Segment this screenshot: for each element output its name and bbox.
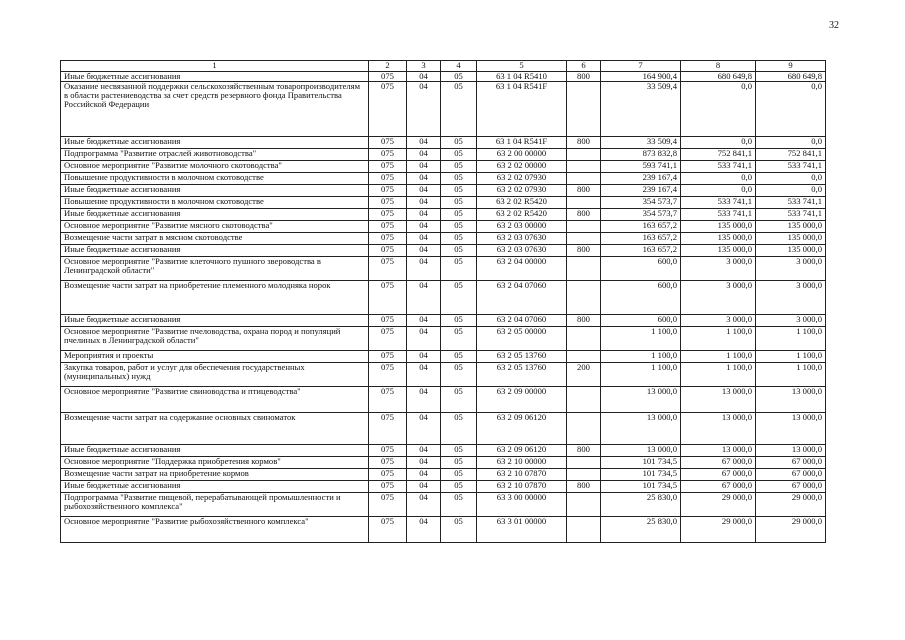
amount-col7-cell: 13 000,0 bbox=[601, 445, 681, 457]
code-section-cell: 04 bbox=[407, 161, 441, 173]
code-subsection-cell: 05 bbox=[441, 315, 477, 327]
code-expense-type-cell bbox=[567, 173, 601, 185]
code-target-cell: 63 3 01 00000 bbox=[477, 517, 567, 543]
amount-col8-cell: 13 000,0 bbox=[681, 445, 756, 457]
table-row bbox=[61, 185, 826, 197]
code-section-cell: 04 bbox=[407, 457, 441, 469]
code-subsection-cell: 05 bbox=[441, 413, 477, 445]
row-name-cell: Иные бюджетные ассигнования bbox=[61, 245, 369, 257]
code-admin-cell: 075 bbox=[369, 245, 407, 257]
amount-col9-cell: 135 000,0 bbox=[756, 245, 826, 257]
amount-col9-cell: 67 000,0 bbox=[756, 469, 826, 481]
code-admin-cell: 075 bbox=[369, 445, 407, 457]
code-expense-type-cell bbox=[567, 517, 601, 543]
code-subsection-cell: 05 bbox=[441, 517, 477, 543]
table-row bbox=[61, 221, 826, 233]
table-row bbox=[61, 233, 826, 245]
code-section-cell: 04 bbox=[407, 363, 441, 387]
amount-col7-cell: 101 734,5 bbox=[601, 481, 681, 493]
code-expense-type-cell bbox=[567, 161, 601, 173]
code-target-cell: 63 2 05 13760 bbox=[477, 363, 567, 387]
code-subsection-cell: 05 bbox=[441, 137, 477, 149]
code-expense-type-cell: 800 bbox=[567, 185, 601, 197]
row-name-cell: Мероприятия и проекты bbox=[61, 351, 369, 363]
amount-col7-cell: 239 167,4 bbox=[601, 185, 681, 197]
amount-col9-cell: 1 100,0 bbox=[756, 327, 826, 351]
row-name-cell: Основное мероприятие "Развитие пчеловодства, охрана пород и популяций пчелиных в Ленинградской области" bbox=[61, 327, 369, 351]
code-section-cell: 04 bbox=[407, 197, 441, 209]
amount-col9-cell: 0,0 bbox=[756, 82, 826, 137]
row-name-cell: Подпрограмма "Развитие отраслей животноводства" bbox=[61, 149, 369, 161]
header-cell: 1 bbox=[61, 61, 369, 72]
table-row bbox=[61, 457, 826, 469]
code-subsection-cell: 05 bbox=[441, 493, 477, 517]
code-section-cell: 04 bbox=[407, 149, 441, 161]
code-section-cell: 04 bbox=[407, 137, 441, 149]
header-cell: 6 bbox=[567, 61, 601, 72]
row-name-cell: Иные бюджетные ассигнования bbox=[61, 445, 369, 457]
header-cell: 3 bbox=[407, 61, 441, 72]
table-row bbox=[61, 363, 826, 387]
amount-col7-cell: 25 830,0 bbox=[601, 493, 681, 517]
header-cell: 8 bbox=[681, 61, 756, 72]
code-section-cell: 04 bbox=[407, 221, 441, 233]
row-name-cell: Иные бюджетные ассигнования bbox=[61, 72, 369, 82]
code-expense-type-cell: 800 bbox=[567, 137, 601, 149]
code-expense-type-cell bbox=[567, 197, 601, 209]
code-subsection-cell: 05 bbox=[441, 469, 477, 481]
code-expense-type-cell bbox=[567, 233, 601, 245]
code-section-cell: 04 bbox=[407, 493, 441, 517]
row-name-cell: Возмещение части затрат на содержание основных свиноматок bbox=[61, 413, 369, 445]
code-target-cell: 63 2 02 R5420 bbox=[477, 197, 567, 209]
amount-col7-cell: 163 657,2 bbox=[601, 245, 681, 257]
amount-col7-cell: 25 830,0 bbox=[601, 517, 681, 543]
amount-col9-cell: 533 741,1 bbox=[756, 209, 826, 221]
amount-col7-cell: 164 900,4 bbox=[601, 72, 681, 82]
amount-col7-cell: 13 000,0 bbox=[601, 413, 681, 445]
amount-col8-cell: 13 000,0 bbox=[681, 387, 756, 413]
amount-col7-cell: 33 509,4 bbox=[601, 82, 681, 137]
code-target-cell: 63 3 00 00000 bbox=[477, 493, 567, 517]
table-row bbox=[61, 137, 826, 149]
code-subsection-cell: 05 bbox=[441, 481, 477, 493]
code-admin-cell: 075 bbox=[369, 387, 407, 413]
amount-col7-cell: 13 000,0 bbox=[601, 387, 681, 413]
code-admin-cell: 075 bbox=[369, 493, 407, 517]
amount-col8-cell: 680 649,8 bbox=[681, 72, 756, 82]
amount-col7-cell: 600,0 bbox=[601, 257, 681, 281]
code-expense-type-cell bbox=[567, 457, 601, 469]
code-target-cell: 63 2 04 07060 bbox=[477, 315, 567, 327]
code-target-cell: 63 2 03 00000 bbox=[477, 221, 567, 233]
code-subsection-cell: 05 bbox=[441, 233, 477, 245]
row-name-cell: Основное мероприятие "Поддержка приобретения кормов" bbox=[61, 457, 369, 469]
code-subsection-cell: 05 bbox=[441, 173, 477, 185]
amount-col7-cell: 101 734,5 bbox=[601, 469, 681, 481]
code-subsection-cell: 05 bbox=[441, 281, 477, 315]
amount-col8-cell: 0,0 bbox=[681, 82, 756, 137]
row-name-cell: Основное мероприятие "Развитие свиноводства и птицеводства" bbox=[61, 387, 369, 413]
code-section-cell: 04 bbox=[407, 209, 441, 221]
amount-col7-cell: 354 573,7 bbox=[601, 197, 681, 209]
table-row bbox=[61, 445, 826, 457]
amount-col9-cell: 135 000,0 bbox=[756, 233, 826, 245]
code-subsection-cell: 05 bbox=[441, 161, 477, 173]
code-expense-type-cell bbox=[567, 413, 601, 445]
table-row bbox=[61, 387, 826, 413]
amount-col9-cell: 1 100,0 bbox=[756, 351, 826, 363]
code-section-cell: 04 bbox=[407, 387, 441, 413]
code-expense-type-cell: 800 bbox=[567, 72, 601, 82]
code-expense-type-cell bbox=[567, 281, 601, 315]
amount-col9-cell: 3 000,0 bbox=[756, 315, 826, 327]
code-expense-type-cell: 800 bbox=[567, 209, 601, 221]
code-subsection-cell: 05 bbox=[441, 327, 477, 351]
page-number: 32 bbox=[829, 20, 839, 31]
header-cell: 5 bbox=[477, 61, 567, 72]
code-subsection-cell: 05 bbox=[441, 245, 477, 257]
code-expense-type-cell bbox=[567, 493, 601, 517]
code-admin-cell: 075 bbox=[369, 72, 407, 82]
amount-col8-cell: 135 000,0 bbox=[681, 221, 756, 233]
amount-col8-cell: 1 100,0 bbox=[681, 351, 756, 363]
code-admin-cell: 075 bbox=[369, 327, 407, 351]
code-section-cell: 04 bbox=[407, 257, 441, 281]
code-subsection-cell: 05 bbox=[441, 197, 477, 209]
code-target-cell: 63 2 05 13760 bbox=[477, 351, 567, 363]
code-target-cell: 63 2 03 07630 bbox=[477, 233, 567, 245]
amount-col8-cell: 1 100,0 bbox=[681, 363, 756, 387]
row-name-cell: Основное мероприятие "Развитие рыбохозяйственного комплекса" bbox=[61, 517, 369, 543]
amount-col7-cell: 600,0 bbox=[601, 281, 681, 315]
code-admin-cell: 075 bbox=[369, 137, 407, 149]
code-section-cell: 04 bbox=[407, 481, 441, 493]
row-name-cell: Возмещение части затрат на приобретение кормов bbox=[61, 469, 369, 481]
amount-col9-cell: 135 000,0 bbox=[756, 221, 826, 233]
table-row bbox=[61, 281, 826, 315]
code-admin-cell: 075 bbox=[369, 161, 407, 173]
amount-col9-cell: 67 000,0 bbox=[756, 457, 826, 469]
amount-col7-cell: 163 657,2 bbox=[601, 233, 681, 245]
code-target-cell: 63 2 10 07870 bbox=[477, 469, 567, 481]
code-admin-cell: 075 bbox=[369, 457, 407, 469]
amount-col8-cell: 3 000,0 bbox=[681, 257, 756, 281]
code-target-cell: 63 1 04 R541F bbox=[477, 82, 567, 137]
code-expense-type-cell bbox=[567, 351, 601, 363]
row-name-cell: Возмещение части затрат в мясном скотоводстве bbox=[61, 233, 369, 245]
amount-col8-cell: 3 000,0 bbox=[681, 281, 756, 315]
amount-col9-cell: 13 000,0 bbox=[756, 387, 826, 413]
row-name-cell: Подпрограмма "Развитие пищевой, перерабатывающей промышленности и рыбохозяйственного комплекса" bbox=[61, 493, 369, 517]
code-admin-cell: 075 bbox=[369, 221, 407, 233]
amount-col9-cell: 752 841,1 bbox=[756, 149, 826, 161]
amount-col8-cell: 135 000,0 bbox=[681, 245, 756, 257]
code-section-cell: 04 bbox=[407, 281, 441, 315]
code-section-cell: 04 bbox=[407, 72, 441, 82]
table-row bbox=[61, 149, 826, 161]
code-admin-cell: 075 bbox=[369, 517, 407, 543]
code-subsection-cell: 05 bbox=[441, 82, 477, 137]
table-row bbox=[61, 469, 826, 481]
amount-col9-cell: 13 000,0 bbox=[756, 413, 826, 445]
code-target-cell: 63 2 02 R5420 bbox=[477, 209, 567, 221]
code-section-cell: 04 bbox=[407, 469, 441, 481]
code-section-cell: 04 bbox=[407, 82, 441, 137]
row-name-cell: Закупка товаров, работ и услуг для обеспечения государственных (муниципальных) нужд bbox=[61, 363, 369, 387]
amount-col7-cell: 33 509,4 bbox=[601, 137, 681, 149]
code-target-cell: 63 2 02 07930 bbox=[477, 173, 567, 185]
table-row bbox=[61, 173, 826, 185]
code-subsection-cell: 05 bbox=[441, 457, 477, 469]
code-expense-type-cell bbox=[567, 257, 601, 281]
code-admin-cell: 075 bbox=[369, 351, 407, 363]
row-name-cell: Возмещение части затрат на приобретение племенного молодняка норок bbox=[61, 281, 369, 315]
amount-col7-cell: 239 167,4 bbox=[601, 173, 681, 185]
code-target-cell: 63 2 02 00000 bbox=[477, 161, 567, 173]
header-row bbox=[61, 61, 826, 72]
code-section-cell: 04 bbox=[407, 351, 441, 363]
code-section-cell: 04 bbox=[407, 413, 441, 445]
code-expense-type-cell bbox=[567, 469, 601, 481]
table-row bbox=[61, 209, 826, 221]
amount-col8-cell: 67 000,0 bbox=[681, 481, 756, 493]
code-subsection-cell: 05 bbox=[441, 387, 477, 413]
table-row bbox=[61, 517, 826, 543]
code-admin-cell: 075 bbox=[369, 363, 407, 387]
code-expense-type-cell bbox=[567, 82, 601, 137]
code-target-cell: 63 2 03 07630 bbox=[477, 245, 567, 257]
budget-table bbox=[60, 60, 826, 543]
amount-col7-cell: 354 573,7 bbox=[601, 209, 681, 221]
code-subsection-cell: 05 bbox=[441, 445, 477, 457]
amount-col9-cell: 0,0 bbox=[756, 185, 826, 197]
amount-col8-cell: 13 000,0 bbox=[681, 413, 756, 445]
code-target-cell: 63 2 10 00000 bbox=[477, 457, 567, 469]
code-target-cell: 63 2 09 06120 bbox=[477, 413, 567, 445]
code-target-cell: 63 2 09 06120 bbox=[477, 445, 567, 457]
code-expense-type-cell: 800 bbox=[567, 445, 601, 457]
amount-col9-cell: 533 741,1 bbox=[756, 161, 826, 173]
row-name-cell: Основное мероприятие "Развитие молочного скотоводства" bbox=[61, 161, 369, 173]
code-target-cell: 63 2 05 00000 bbox=[477, 327, 567, 351]
code-section-cell: 04 bbox=[407, 185, 441, 197]
amount-col8-cell: 0,0 bbox=[681, 185, 756, 197]
header-cell: 4 bbox=[441, 61, 477, 72]
amount-col7-cell: 593 741,1 bbox=[601, 161, 681, 173]
amount-col8-cell: 752 841,1 bbox=[681, 149, 756, 161]
table-row bbox=[61, 351, 826, 363]
table-row bbox=[61, 82, 826, 137]
table-row bbox=[61, 72, 826, 82]
table-row bbox=[61, 245, 826, 257]
amount-col9-cell: 533 741,1 bbox=[756, 197, 826, 209]
code-expense-type-cell: 200 bbox=[567, 363, 601, 387]
code-admin-cell: 075 bbox=[369, 82, 407, 137]
code-section-cell: 04 bbox=[407, 173, 441, 185]
code-target-cell: 63 1 04 R5410 bbox=[477, 72, 567, 82]
row-name-cell: Иные бюджетные ассигнования bbox=[61, 209, 369, 221]
code-section-cell: 04 bbox=[407, 327, 441, 351]
code-section-cell: 04 bbox=[407, 245, 441, 257]
header-cell: 2 bbox=[369, 61, 407, 72]
code-target-cell: 63 2 04 00000 bbox=[477, 257, 567, 281]
code-admin-cell: 075 bbox=[369, 257, 407, 281]
code-target-cell: 63 2 04 07060 bbox=[477, 281, 567, 315]
code-target-cell: 63 1 04 R541F bbox=[477, 137, 567, 149]
amount-col7-cell: 1 100,0 bbox=[601, 351, 681, 363]
amount-col9-cell: 1 100,0 bbox=[756, 363, 826, 387]
code-admin-cell: 075 bbox=[369, 185, 407, 197]
code-admin-cell: 075 bbox=[369, 315, 407, 327]
amount-col9-cell: 680 649,8 bbox=[756, 72, 826, 82]
code-admin-cell: 075 bbox=[369, 413, 407, 445]
amount-col8-cell: 67 000,0 bbox=[681, 469, 756, 481]
code-expense-type-cell: 800 bbox=[567, 315, 601, 327]
code-expense-type-cell: 800 bbox=[567, 245, 601, 257]
table-row bbox=[61, 327, 826, 351]
table-row bbox=[61, 197, 826, 209]
table-row bbox=[61, 413, 826, 445]
code-admin-cell: 075 bbox=[369, 481, 407, 493]
code-subsection-cell: 05 bbox=[441, 72, 477, 82]
code-admin-cell: 075 bbox=[369, 209, 407, 221]
row-name-cell: Иные бюджетные ассигнования bbox=[61, 137, 369, 149]
amount-col7-cell: 873 832,8 bbox=[601, 149, 681, 161]
amount-col8-cell: 0,0 bbox=[681, 137, 756, 149]
table-row bbox=[61, 481, 826, 493]
amount-col8-cell: 533 741,1 bbox=[681, 209, 756, 221]
code-subsection-cell: 05 bbox=[441, 363, 477, 387]
amount-col8-cell: 29 000,0 bbox=[681, 493, 756, 517]
row-name-cell: Оказание несвязанной поддержки сельскохозяйственным товаропроизводителям в области растениеводства за счет средств резервного фонда Правительства Российской Федерации bbox=[61, 82, 369, 137]
amount-col8-cell: 135 000,0 bbox=[681, 233, 756, 245]
header-cell: 9 bbox=[756, 61, 826, 72]
code-admin-cell: 075 bbox=[369, 281, 407, 315]
amount-col7-cell: 1 100,0 bbox=[601, 363, 681, 387]
amount-col8-cell: 1 100,0 bbox=[681, 327, 756, 351]
code-expense-type-cell bbox=[567, 221, 601, 233]
row-name-cell: Иные бюджетные ассигнования bbox=[61, 481, 369, 493]
amount-col9-cell: 0,0 bbox=[756, 137, 826, 149]
code-section-cell: 04 bbox=[407, 445, 441, 457]
amount-col7-cell: 600,0 bbox=[601, 315, 681, 327]
amount-col8-cell: 67 000,0 bbox=[681, 457, 756, 469]
code-expense-type-cell bbox=[567, 149, 601, 161]
row-name-cell: Иные бюджетные ассигнования bbox=[61, 315, 369, 327]
code-admin-cell: 075 bbox=[369, 149, 407, 161]
code-expense-type-cell bbox=[567, 327, 601, 351]
code-admin-cell: 075 bbox=[369, 469, 407, 481]
code-expense-type-cell bbox=[567, 387, 601, 413]
amount-col9-cell: 0,0 bbox=[756, 173, 826, 185]
code-subsection-cell: 05 bbox=[441, 149, 477, 161]
amount-col8-cell: 29 000,0 bbox=[681, 517, 756, 543]
amount-col9-cell: 67 000,0 bbox=[756, 481, 826, 493]
amount-col7-cell: 1 100,0 bbox=[601, 327, 681, 351]
code-target-cell: 63 2 00 00000 bbox=[477, 149, 567, 161]
amount-col8-cell: 0,0 bbox=[681, 173, 756, 185]
amount-col8-cell: 533 741,1 bbox=[681, 197, 756, 209]
row-name-cell: Повышение продуктивности в молочном скотоводстве bbox=[61, 173, 369, 185]
amount-col9-cell: 29 000,0 bbox=[756, 517, 826, 543]
code-expense-type-cell: 800 bbox=[567, 481, 601, 493]
table-row bbox=[61, 257, 826, 281]
code-admin-cell: 075 bbox=[369, 233, 407, 245]
code-section-cell: 04 bbox=[407, 517, 441, 543]
code-section-cell: 04 bbox=[407, 233, 441, 245]
code-admin-cell: 075 bbox=[369, 173, 407, 185]
amount-col7-cell: 101 734,5 bbox=[601, 457, 681, 469]
amount-col9-cell: 29 000,0 bbox=[756, 493, 826, 517]
amount-col8-cell: 533 741,1 bbox=[681, 161, 756, 173]
code-subsection-cell: 05 bbox=[441, 221, 477, 233]
code-section-cell: 04 bbox=[407, 315, 441, 327]
row-name-cell: Иные бюджетные ассигнования bbox=[61, 185, 369, 197]
table-row bbox=[61, 315, 826, 327]
amount-col9-cell: 3 000,0 bbox=[756, 257, 826, 281]
code-subsection-cell: 05 bbox=[441, 351, 477, 363]
row-name-cell: Повышение продуктивности в молочном скотоводстве bbox=[61, 197, 369, 209]
code-subsection-cell: 05 bbox=[441, 257, 477, 281]
row-name-cell: Основное мероприятие "Развитие клеточного пушного звероводства в Ленинградской области" bbox=[61, 257, 369, 281]
amount-col8-cell: 3 000,0 bbox=[681, 315, 756, 327]
code-admin-cell: 075 bbox=[369, 197, 407, 209]
code-target-cell: 63 2 10 07870 bbox=[477, 481, 567, 493]
table-row bbox=[61, 161, 826, 173]
header-cell: 7 bbox=[601, 61, 681, 72]
table-row bbox=[61, 493, 826, 517]
code-subsection-cell: 05 bbox=[441, 185, 477, 197]
amount-col9-cell: 13 000,0 bbox=[756, 445, 826, 457]
code-target-cell: 63 2 09 00000 bbox=[477, 387, 567, 413]
amount-col7-cell: 163 657,2 bbox=[601, 221, 681, 233]
amount-col9-cell: 3 000,0 bbox=[756, 281, 826, 315]
row-name-cell: Основное мероприятие "Развитие мясного скотоводства" bbox=[61, 221, 369, 233]
code-target-cell: 63 2 02 07930 bbox=[477, 185, 567, 197]
code-subsection-cell: 05 bbox=[441, 209, 477, 221]
